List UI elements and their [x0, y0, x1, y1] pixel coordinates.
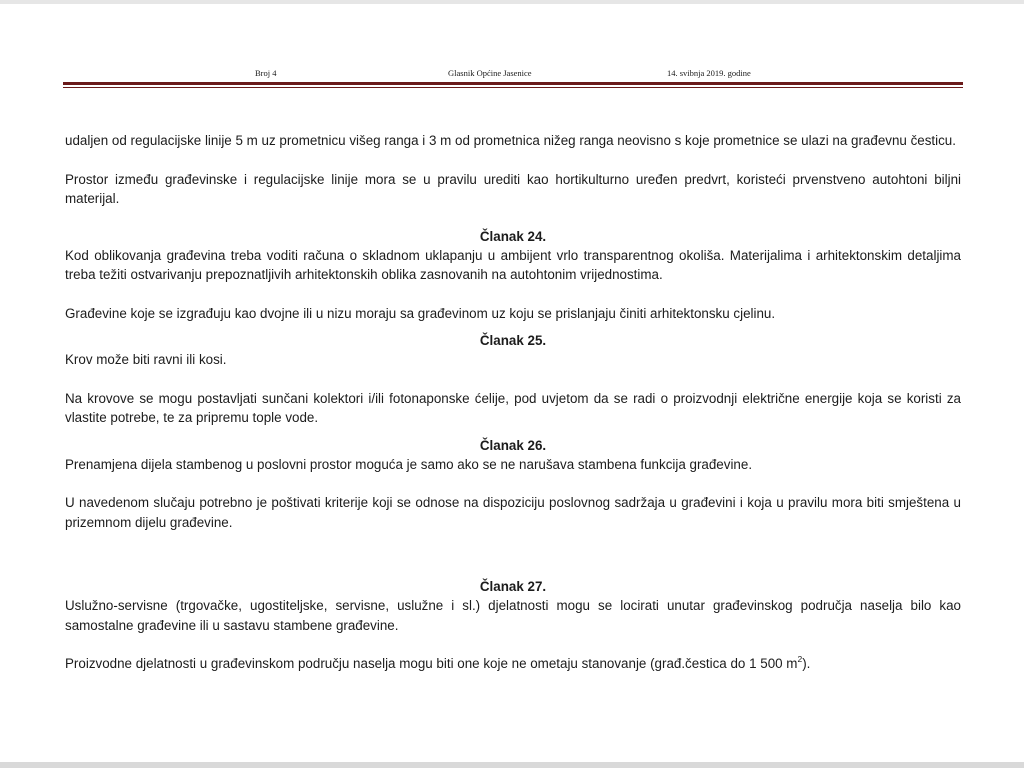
article-26-paragraph-2: U navedenom slučaju potrebno je poštivati kriterije koji se odnose na dispoziciju poslovnog sadržaja u građevini i koja u pravilu mora biti smještena u prizemnom dijelu građevine. [65, 495, 961, 530]
article-27-paragraph-2-text: Proizvodne djelatnosti u građevinskom području naselja mogu biti one koje ne ometaju stanovanje (građ.čestica do 1 500 m [65, 656, 798, 671]
header-rule-thick [63, 82, 963, 85]
article-27-paragraph-2-end: ). [802, 656, 811, 671]
article-27-title: Članak 27. [479, 579, 547, 594]
article-24-paragraph-2: Građevine koje se izgrađuju kao dvojne ili u nizu moraju sa građevinom uz koju se prislanjaju činiti arhitektonsku cjelinu. [65, 305, 776, 321]
article-25-paragraph-2: Na krovove se mogu postavljati sunčani kolektori i/ili fotonaponske ćelije, pod uvjetom da se radi o proizvodnji električne energije koja se koristi za vlastite potrebe, te za pripremu tople vode. [65, 390, 961, 425]
article-25-paragraph-1: Krov može biti ravni ili kosi. [65, 352, 227, 367]
document-body [65, 131, 961, 674]
header-rule-thin [63, 87, 963, 88]
header-journal-title: Glasnik Općine Jasenice [448, 68, 532, 78]
article-27-paragraph-2 [65, 654, 961, 674]
page-header [63, 68, 963, 82]
superscript: 2 [797, 654, 803, 664]
article-24-title: Članak 24. [479, 228, 547, 244]
article-26-paragraph-1: Prenamjena dijela stambenog u poslovni prostor moguća je samo ako se ne narušava stambena funkcija građevine. [65, 456, 753, 472]
header-issue-number: Broj 4 [255, 68, 277, 78]
article-24-paragraph-1: Kod oblikovanja građevina treba voditi računa o skladnom uklapanju u ambijent vrlo transparentnog okoliša. Materijalima i arhitektonskim detaljima treba težiti ostvarivanju prepoznatljivih arhitektonskih oblika zasnovanih na autohtonim vrijednostima. [65, 247, 961, 282]
header-date: 14. svibnja 2019. godine [667, 68, 751, 78]
article-26-title: Članak 26. [479, 437, 547, 453]
document-page [0, 4, 1024, 762]
paragraph: udaljen od regulacijske linije 5 m uz prometnicu višeg ranga i 3 m od prometnica nižeg ranga neovisno s koje prometnice se ulazi na građevnu česticu. [65, 133, 956, 148]
paragraph: Prostor između građevinske i regulacijske linije mora se u pravilu urediti kao hortikulturno uređen predvrt, koristeći prvenstveno autohtoni biljni materijal. [65, 171, 961, 206]
article-25-title: Članak 25. [479, 333, 547, 348]
article-27-paragraph-1: Uslužno-servisne (trgovačke, ugostiteljske, servisne, uslužne i sl.) djelatnosti mogu se locirati unutar građevinskog područja naselja bilo kao samostalne građevine ili u sastavu stambene građevine. [65, 598, 961, 633]
